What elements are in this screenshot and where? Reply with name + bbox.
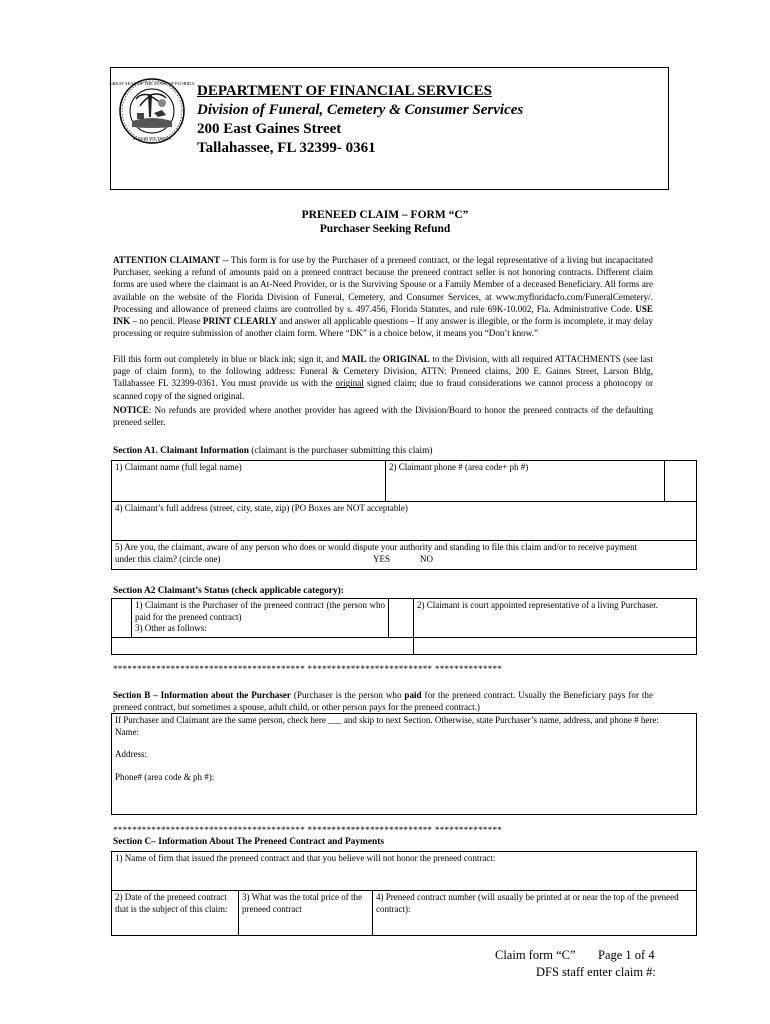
claimant-phone-field[interactable] bbox=[385, 460, 665, 502]
divider-stars-2: **************************************** ************************** ************** bbox=[113, 825, 503, 835]
other-as-follows-field[interactable] bbox=[111, 637, 414, 655]
claimant-name-label: 1) Claimant name (full legal name) bbox=[115, 462, 242, 472]
purchaser-phone-label: Phone# (area code & ph #): bbox=[115, 771, 215, 782]
section-c-heading: Section C– Information About The Preneed Contract and Payments bbox=[113, 837, 385, 847]
mail-label: MAIL bbox=[341, 354, 367, 364]
header-text bbox=[197, 82, 523, 158]
page-number: Page 1 of 4 bbox=[598, 948, 655, 962]
divider-stars-1: **************************************** ************************** ************** bbox=[113, 664, 503, 674]
answer-text: and answer all applicable questions – If any answer is illegible, or the form is incomplete, it may delay processing or require submission of another claim form. Where “DK” is a choice below, it means you “Don’t know.” bbox=[113, 316, 653, 339]
status-option-3-text: 3) Other as follows: bbox=[135, 623, 207, 633]
purchaser-name-label: Name: bbox=[115, 726, 139, 737]
original-underline: original bbox=[335, 378, 364, 389]
fill-instructions-paragraph bbox=[113, 353, 653, 402]
division-name: Division of Funeral, Cemetery & Consumer Services bbox=[197, 102, 524, 118]
firm-name-label: 1) Name of firm that issued the preneed contract and that you believe will not honor the preneed contract: bbox=[115, 853, 496, 863]
blank-cell bbox=[664, 460, 697, 502]
fill-text-b: the bbox=[366, 354, 383, 364]
status-checkbox-2[interactable] bbox=[388, 598, 414, 638]
form-title: PRENEED CLAIM – FORM “C” bbox=[301, 209, 469, 221]
same-person-text: If Purchaser and Claimant are the same person, check here ___ and skip to next Section. Otherwise, state Purchaser’s name, address, and phone # here: bbox=[115, 715, 659, 725]
total-price-field[interactable] bbox=[238, 890, 373, 936]
section-b-title: Section B – Information about the Purchaser bbox=[113, 690, 291, 700]
status-checkbox-1[interactable] bbox=[111, 598, 132, 638]
claimant-phone-label: 2) Claimant phone # (area code+ ph #) bbox=[389, 462, 529, 472]
seal-top-text: GREAT SEAL OF THE STATE OF FLORIDA bbox=[109, 81, 195, 86]
yes-option[interactable]: YES bbox=[373, 554, 391, 564]
notice-text: : No refunds are provided where another provider has agreed with the Division/Board to honor the preneed contracts of the defaulting preneed seller. bbox=[113, 405, 653, 428]
purchaser-address-label: Address: bbox=[115, 749, 147, 759]
dispute-question bbox=[111, 540, 697, 570]
blank-cell bbox=[413, 637, 697, 655]
attention-paragraph bbox=[113, 254, 653, 339]
fill-text-c: to the Division, with all required ATTACHMENTS (see last page of claim form), to the following address: Funeral & Cemetery Division, ATTN: Preneed claims, 200 E. Gaines Street, Larson Bldg, Tallahassee FL 32399-0361. You must provide us with the bbox=[113, 354, 653, 389]
city-address: Tallahassee, FL 32399- 0361 bbox=[197, 140, 376, 156]
section-a1-heading bbox=[113, 446, 433, 456]
firm-name-field[interactable] bbox=[111, 851, 697, 891]
contract-number-label: 4) Preneed contract number (will usually be printed at or near the top of the preneed contract): bbox=[376, 892, 679, 914]
section-a1-title: Section A1. Claimant Information bbox=[113, 446, 249, 456]
street-address: 200 East Gaines Street bbox=[197, 121, 342, 137]
purchaser-info-box[interactable] bbox=[111, 713, 697, 815]
notice-paragraph bbox=[113, 404, 653, 428]
print-clearly-label: PRINT CLEARLY bbox=[202, 316, 277, 327]
total-price-label: 3) What was the total price of the preneed contract bbox=[242, 892, 363, 914]
use-ink-label: USE INK bbox=[113, 303, 653, 327]
dispute-question-text: 5) Are you, the claimant, aware of any person who does or would dispute your authority and standing to file this claim and/or to receive payment under this claim? (circle one) bbox=[115, 542, 638, 564]
section-b-note-b: for the preneed contract. Usually the Beneficiary pays for the preneed contract, but sometimes a spouse, adult child, or other person pays for the preneed contract.) bbox=[113, 690, 653, 713]
section-b-heading bbox=[113, 689, 653, 713]
no-option[interactable]: NO bbox=[420, 554, 433, 564]
section-a1-note: (claimant is the purchaser submitting this claim) bbox=[248, 446, 433, 456]
seal-bottom-text: IN GOD WE TRUST bbox=[132, 136, 172, 141]
form-subtitle: Purchaser Seeking Refund bbox=[319, 223, 451, 235]
florida-seal-icon bbox=[109, 77, 195, 145]
department-name: DEPARTMENT OF FINANCIAL SERVICES bbox=[197, 83, 492, 99]
ink-text: – no pencil. Please bbox=[130, 316, 203, 327]
claimant-address-field[interactable] bbox=[111, 501, 697, 541]
contract-number-field[interactable] bbox=[372, 890, 697, 936]
attention-text: -- This form is for use by the Purchaser of a preneed contract, or the legal representative of a living but incapacitated Purchaser, seeking a refund of amounts paid on a preneed contract because the preneed contract seller is not honoring contracts. Different claim forms are used where the claimant is an At-Need Provider, or is the Surviving Spouse or a Family Member of a deceased Beneficiary. All forms are available on the website of the Florida Division of Funeral, Cemetery, and Consumer Services, at www.myfloridacfo.com/FuneralCemetery/. Processing and allowance of preneed claims are controlled by s. 497.456, Florida Statutes, and rule 69K-10.002, Fla. Administrative Code. bbox=[113, 255, 653, 314]
fill-text-a: Fill this form out completely in blue or black ink; sign it, and bbox=[113, 354, 342, 364]
original-label: ORIGINAL bbox=[382, 354, 430, 364]
status-option-1-text: 1) Claimant is the Purchaser of the preneed contract (the person who paid for the preneed contract) bbox=[135, 600, 385, 622]
status-option-1 bbox=[131, 598, 389, 638]
claim-form-label: Claim form “C” bbox=[495, 948, 576, 962]
contract-date-field[interactable] bbox=[111, 890, 239, 936]
staff-claim-label: DFS staff enter claim #: bbox=[536, 965, 656, 979]
claimant-address-label: 4) Claimant’s full address (street, city, state, zip) (PO Boxes are NOT acceptable) bbox=[115, 503, 408, 513]
section-b-note-a: (Purchaser is the person who bbox=[290, 690, 405, 700]
fill-text-d: signed claim; due to fraud considerations we cannot process a photocopy or scanned copy of the signed original. bbox=[113, 378, 653, 401]
section-a2-heading: Section A2 Claimant’s Status (check applicable category): bbox=[113, 586, 344, 596]
status-option-2 bbox=[413, 598, 697, 638]
attention-label: ATTENTION CLAIMANT bbox=[113, 255, 220, 265]
contract-date-label: 2) Date of the preneed contract that is the subject of this claim: bbox=[115, 892, 228, 914]
status-option-2-text: 2) Claimant is court appointed representative of a living Purchaser. bbox=[417, 600, 658, 610]
notice-label: NOTICE bbox=[113, 405, 149, 415]
claimant-name-field[interactable] bbox=[111, 460, 386, 502]
paid-word: paid bbox=[404, 690, 422, 700]
